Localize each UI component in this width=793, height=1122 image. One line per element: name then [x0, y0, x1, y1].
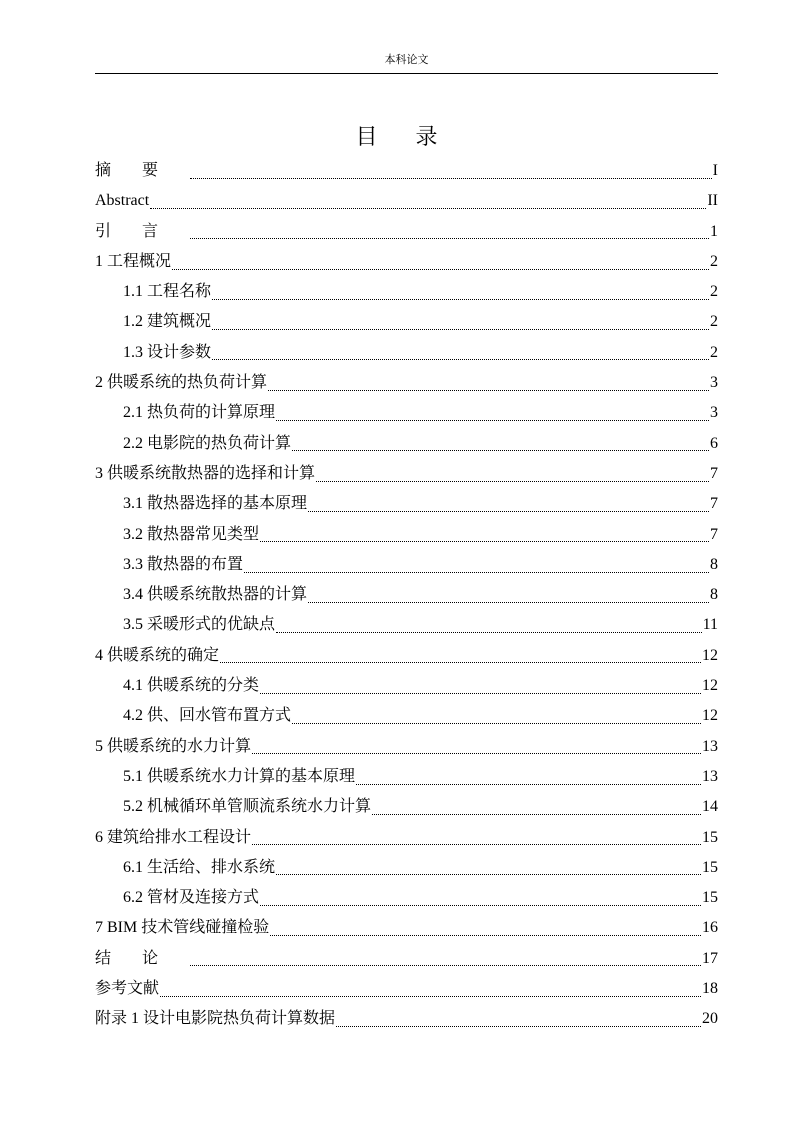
toc-entry-page: 2	[710, 252, 718, 270]
toc-entry[interactable]	[95, 1004, 718, 1034]
toc-entry-label: 1.2 建筑概况	[123, 313, 212, 331]
table-of-contents	[95, 156, 718, 1035]
toc-leader-dots	[276, 632, 702, 633]
toc-entry-page: 12	[702, 677, 718, 695]
toc-leader-dots	[276, 420, 709, 421]
toc-leader-dots	[190, 238, 709, 239]
toc-entry[interactable]	[95, 610, 718, 640]
toc-entry-label: 3.1 散热器选择的基本原理	[123, 495, 308, 513]
toc-leader-dots	[308, 511, 709, 512]
toc-entry-label: 5 供暖系统的水力计算	[95, 737, 252, 755]
toc-entry-label: 5.2 机械循环单管顺流系统水力计算	[123, 798, 372, 816]
toc-entry-label: Abstract	[95, 192, 150, 210]
toc-leader-dots	[260, 905, 701, 906]
toc-entry-label: 2.2 电影院的热负荷计算	[123, 434, 292, 452]
toc-entry-label: 3.4 供暖系统散热器的计算	[123, 586, 308, 604]
toc-entry[interactable]	[95, 944, 718, 974]
toc-entry[interactable]	[95, 489, 718, 519]
toc-entry[interactable]	[95, 641, 718, 671]
toc-leader-dots	[190, 178, 712, 179]
toc-entry-label: 6.1 生活给、排水系统	[123, 858, 276, 876]
toc-entry[interactable]	[95, 429, 718, 459]
toc-entry[interactable]	[95, 732, 718, 762]
toc-entry[interactable]	[95, 883, 718, 913]
toc-entry[interactable]	[95, 156, 718, 186]
toc-entry-label: 4 供暖系统的确定	[95, 646, 220, 664]
toc-entry-label: 引言	[95, 222, 190, 240]
toc-leader-dots	[260, 693, 701, 694]
header-rule	[95, 73, 718, 74]
toc-entry[interactable]	[95, 671, 718, 701]
toc-entry[interactable]	[95, 277, 718, 307]
toc-entry-label: 附录 1 设计电影院热负荷计算数据	[95, 1010, 336, 1028]
toc-leader-dots	[150, 208, 706, 209]
toc-entry-label: 参考文献	[95, 980, 160, 998]
toc-leader-dots	[356, 784, 701, 785]
toc-entry[interactable]	[95, 762, 718, 792]
toc-entry-label: 4.1 供暖系统的分类	[123, 677, 260, 695]
toc-entry-page: 12	[702, 646, 718, 664]
toc-leader-dots	[292, 723, 701, 724]
toc-entry-page: 20	[702, 1010, 718, 1028]
toc-entry-page: 17	[702, 949, 718, 967]
toc-leader-dots	[244, 572, 709, 573]
toc-entry-label: 1 工程概况	[95, 252, 172, 270]
toc-entry-page: 15	[702, 889, 718, 907]
toc-leader-dots	[270, 935, 701, 936]
toc-entry-page: 7	[710, 495, 718, 513]
toc-entry-page: 1	[710, 222, 718, 240]
toc-entry[interactable]	[95, 580, 718, 610]
toc-entry[interactable]	[95, 913, 718, 943]
toc-leader-dots	[212, 359, 709, 360]
toc-entry-page: 12	[702, 707, 718, 725]
toc-entry[interactable]	[95, 823, 718, 853]
toc-entry-page: 2	[710, 283, 718, 301]
toc-entry-label: 1.1 工程名称	[123, 283, 212, 301]
toc-entry[interactable]	[95, 186, 718, 216]
toc-leader-dots	[172, 269, 709, 270]
toc-entry-label: 5.1 供暖系统水力计算的基本原理	[123, 767, 356, 785]
toc-leader-dots	[336, 1026, 701, 1027]
toc-entry-label: 6.2 管材及连接方式	[123, 889, 260, 907]
toc-title: 目录	[355, 124, 476, 149]
toc-entry-label: 2 供暖系统的热负荷计算	[95, 374, 268, 392]
toc-entry-label: 1.3 设计参数	[123, 343, 212, 361]
toc-entry-label: 3 供暖系统散热器的选择和计算	[95, 464, 316, 482]
toc-leader-dots	[268, 390, 709, 391]
toc-entry-label: 4.2 供、回水管布置方式	[123, 707, 292, 725]
toc-entry[interactable]	[95, 792, 718, 822]
toc-entry-page: 7	[710, 464, 718, 482]
toc-entry-page: 13	[702, 737, 718, 755]
toc-entry[interactable]	[95, 368, 718, 398]
toc-entry-page: 2	[710, 313, 718, 331]
toc-entry-label: 3.2 散热器常见类型	[123, 525, 260, 543]
toc-leader-dots	[316, 481, 709, 482]
toc-leader-dots	[220, 662, 701, 663]
toc-entry-page: 2	[710, 343, 718, 361]
toc-leader-dots	[212, 329, 709, 330]
toc-entry-page: 14	[702, 798, 718, 816]
toc-entry-page: 8	[710, 586, 718, 604]
toc-leader-dots	[260, 541, 709, 542]
toc-entry[interactable]	[95, 974, 718, 1004]
toc-entry-label: 2.1 热负荷的计算原理	[123, 404, 276, 422]
toc-entry-label: 6 建筑给排水工程设计	[95, 828, 252, 846]
toc-entry-label: 7 BIM 技术管线碰撞检验	[95, 919, 270, 937]
toc-entry[interactable]	[95, 217, 718, 247]
toc-entry-page: I	[712, 162, 718, 179]
toc-entry-page: 18	[702, 980, 718, 998]
toc-entry-page: 3	[710, 404, 718, 422]
toc-entry[interactable]	[95, 307, 718, 337]
toc-leader-dots	[252, 753, 701, 754]
toc-entry[interactable]	[95, 398, 718, 428]
toc-entry-page: 6	[710, 434, 718, 452]
toc-entry-label: 3.5 采暖形式的优缺点	[123, 616, 276, 634]
toc-entry-page: 8	[710, 555, 718, 573]
toc-entry[interactable]	[95, 853, 718, 883]
toc-entry[interactable]	[95, 247, 718, 277]
toc-entry-label: 摘要	[95, 162, 190, 179]
toc-leader-dots	[190, 965, 701, 966]
toc-leader-dots	[252, 844, 701, 845]
toc-entry[interactable]	[95, 550, 718, 580]
toc-leader-dots	[212, 299, 709, 300]
toc-leader-dots	[276, 874, 701, 875]
toc-entry-label: 结论	[95, 949, 190, 967]
toc-entry-label: 3.3 散热器的布置	[123, 555, 244, 573]
toc-entry-page: II	[707, 192, 718, 210]
toc-leader-dots	[372, 814, 701, 815]
toc-entry-page: 7	[710, 525, 718, 543]
toc-entry[interactable]	[95, 520, 718, 550]
toc-entry[interactable]	[95, 701, 718, 731]
toc-entry-page: 15	[702, 828, 718, 846]
page-header: 本科论文	[384, 54, 429, 66]
toc-leader-dots	[308, 602, 709, 603]
toc-entry-page: 3	[710, 374, 718, 392]
toc-entry[interactable]	[95, 338, 718, 368]
toc-entry[interactable]	[95, 459, 718, 489]
toc-leader-dots	[160, 996, 701, 997]
toc-entry-page: 15	[702, 858, 718, 876]
toc-entry-page: 11	[702, 616, 718, 634]
toc-leader-dots	[292, 450, 709, 451]
toc-entry-page: 13	[702, 767, 718, 785]
toc-entry-page: 16	[702, 919, 718, 937]
